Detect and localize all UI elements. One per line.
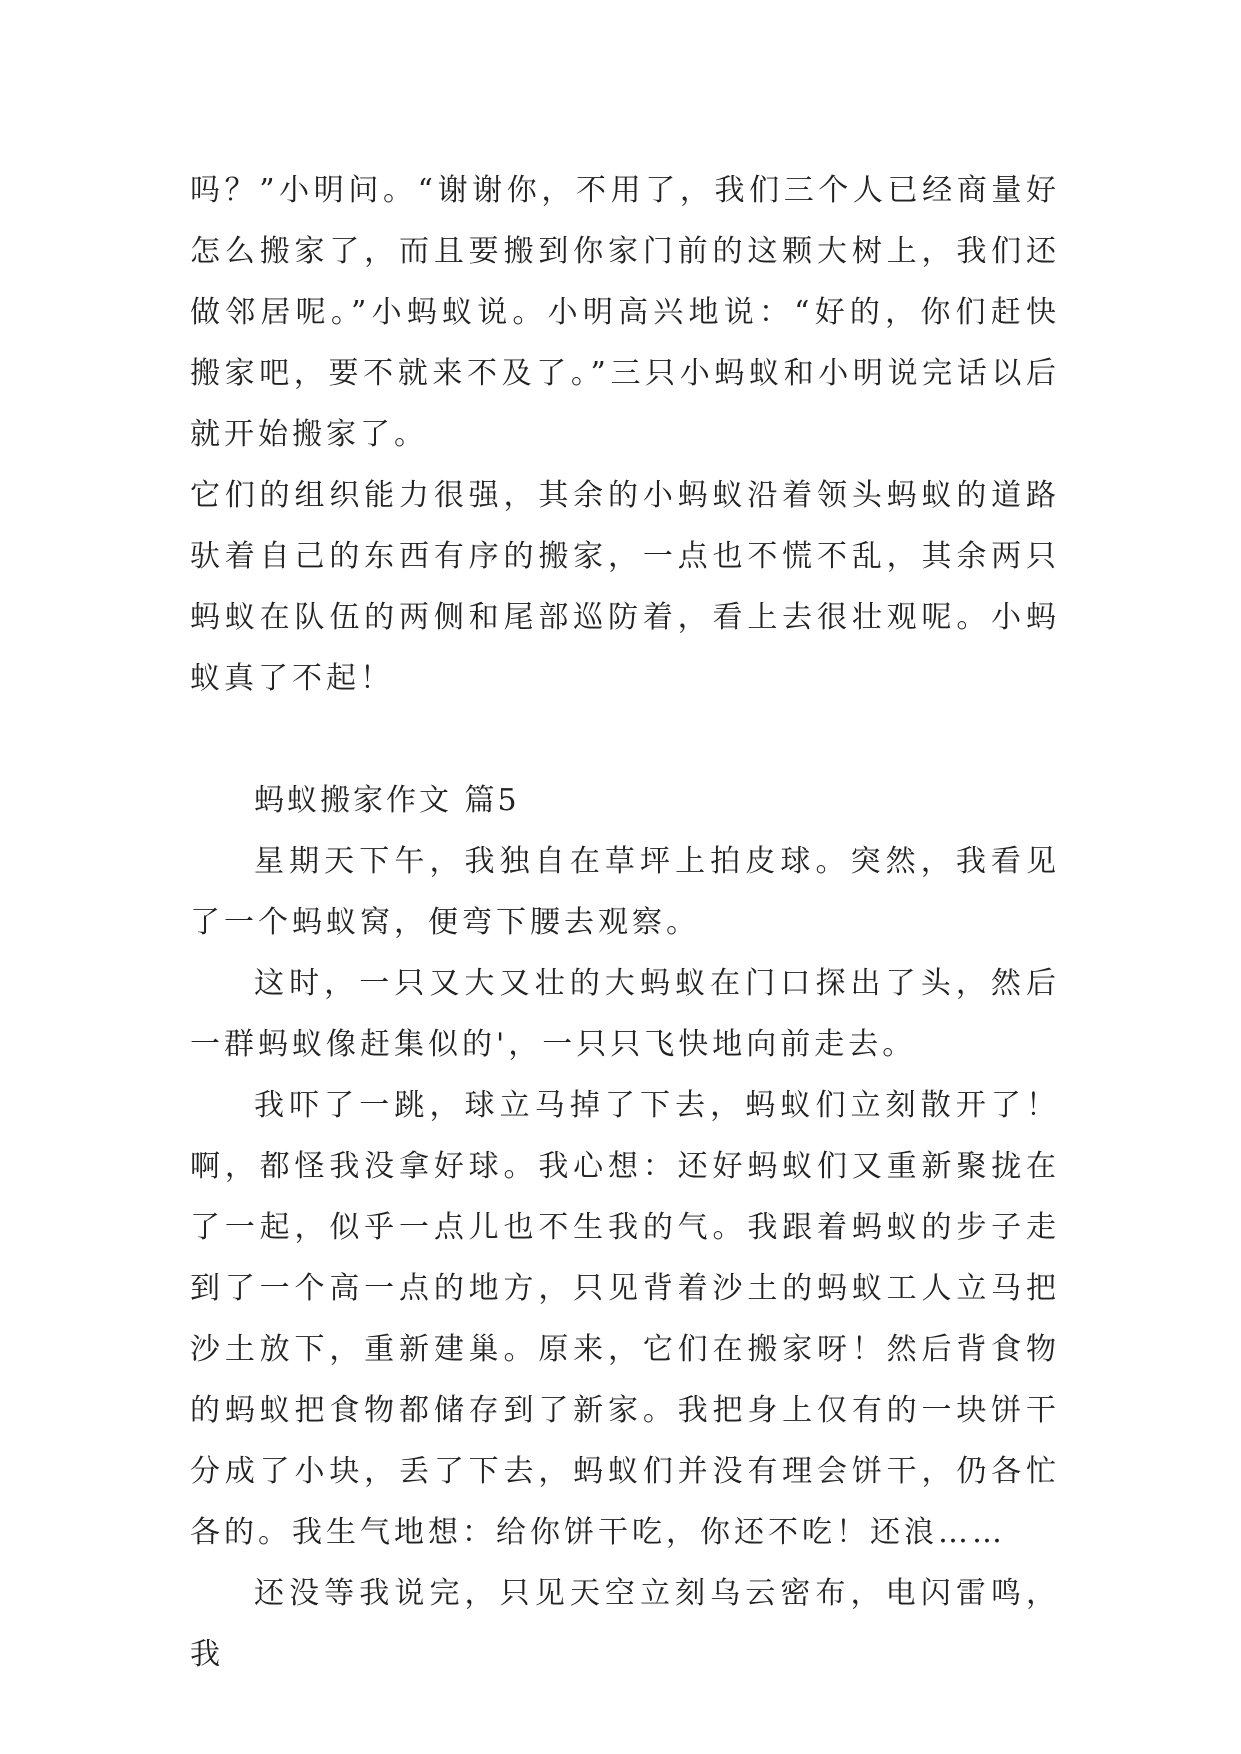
paragraph-ants-organization: 它们的组织能力很强，其余的小蚂蚁沿着领头蚂蚁的道路驮着自己的东西有序的搬家，一点也不慌不乱，其余两只蚂蚁在队伍的两侧和尾部巡防着，看上去很壮观呢。小蚂蚁真了不起！ [190, 478, 1060, 696]
section-heading: 蚂蚁搬家作文 篇5 [254, 783, 520, 818]
paragraph-storm: 还没等我说完，只见天空立刻乌云密布，电闪雷鸣，我 [190, 1576, 1060, 1672]
paragraph-sunday-afternoon: 星期天下午，我独自在草坪上拍皮球。突然，我看见了一个蚂蚁窝，便弯下腰去观察。 [190, 844, 1060, 940]
section-spacer [190, 709, 1060, 770]
paragraph-big-ant: 这时，一只又大又壮的大蚂蚁在门口探出了头，然后一群蚂蚁像赶集似的'，一只只飞快地向前走去。 [190, 966, 1060, 1062]
paragraph-ball-dropped: 我吓了一跳，球立马掉了下去，蚂蚁们立刻散开了！啊，都怪我没拿好球。我心想：还好蚂蚁们又重新聚拢在了一起，似乎一点儿也不生我的气。我跟着蚂蚁的步子走到了一个高一点的地方，只见背着沙土的蚂蚁工人立马把沙土放下，重新建巢。原来，它们在搬家呀！然后背食物的蚂蚁把食物都储存到了新家。我把身上仅有的一块饼干分成了小块，丢了下去，蚂蚁们并没有理会饼干，仍各忙各的。我生气地想：给你饼干吃，你还不吃！还浪…… [190, 1088, 1060, 1550]
document-body [190, 160, 1060, 1685]
paragraph-ants-dialogue: 吗？”小明问。“谢谢你，不用了，我们三个人已经商量好怎么搬家了，而且要搬到你家门前的这颗大树上，我们还做邻居呢。”小蚂蚁说。小明高兴地说：“好的，你们赶快搬家吧，要不就来不及了。”三只小蚂蚁和小明说完话以后就开始搬家了。 [190, 173, 1060, 452]
